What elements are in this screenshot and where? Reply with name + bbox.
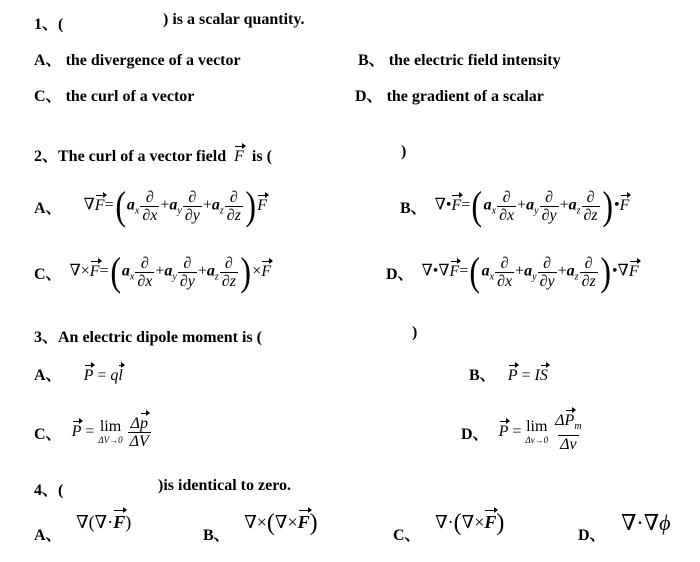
q1-stem-end: ) is a scalar quantity.: [163, 11, 305, 28]
q4-option-d-label: D、: [578, 527, 606, 544]
q3-stem-close: ): [412, 324, 418, 341]
q4-option-c-label: C、: [393, 527, 421, 544]
q4-option-a-formula: ∇(∇·F): [76, 512, 132, 532]
q1-option-d-text: the gradient of a scalar: [386, 88, 544, 105]
q1-option-b-label: B、: [358, 52, 385, 69]
q3-option-b[interactable]: [469, 362, 548, 385]
q4-stem-end: )is identical to zero.: [158, 477, 292, 494]
q3-option-b-label: B、: [469, 367, 496, 384]
q3-option-c-formula: P = lim ΔV→0 $\frac{\Delta p}{\Delta V}$: [71, 414, 149, 450]
q2-option-d-formula: $\nabla•\nabla F=(a_x$ $\frac{\partial}{\partial x}$ $+a_y$ $\frac{\partial}{\partial y}$ $+a_z$ $\frac{\partial}{\partial z}$ )•∇F: [421, 249, 639, 294]
q4-option-a[interactable]: [34, 510, 132, 544]
q2-option-b[interactable]: [400, 184, 629, 228]
q3-option-a-formula: P = ql: [83, 367, 123, 384]
q1-option-c-text: the curl of a vector: [65, 88, 195, 105]
q3-stem: 3、An electric dipole moment is (: [34, 329, 262, 346]
q2-option-c-formula: $\nabla\times F=(a_x$ $\frac{\partial}{\partial x}$ $+a_y$ $\frac{\partial}{\partial y}$ $+a_z$ $\frac{\partial}{\partial z}$ )×F: [69, 249, 272, 294]
q2-option-b-formula: $\nabla•F=(a_x$ $\frac{\partial}{\partial x}$ $+a_y$ $\frac{\partial}{\partial y}$ $+a_z$ $\frac{\partial}{\partial z}$ )•F: [434, 183, 630, 228]
q2-stem-tail: is (: [251, 148, 272, 165]
q4-option-d-formula: ∇·∇ϕ: [621, 510, 671, 535]
q1-option-b[interactable]: [358, 47, 561, 70]
q4-stem-start: 4、(: [34, 482, 64, 499]
q2-stem-close: ): [401, 143, 407, 160]
q3-option-d-label: D、: [461, 425, 489, 443]
q3-option-b-formula: P = IS: [507, 367, 548, 384]
q1-option-d[interactable]: [355, 83, 544, 106]
q1-option-b-text: the electric field intensity: [388, 52, 561, 69]
q2-option-c-label: C、: [34, 265, 62, 283]
q1-option-d-label: D、: [355, 88, 383, 105]
q3-option-c[interactable]: [34, 412, 152, 452]
q2-option-a-label: A、: [34, 199, 62, 217]
q2-option-d[interactable]: [386, 250, 639, 294]
q2-stem-field-symbol: F: [234, 148, 244, 165]
q2-option-d-label: D、: [386, 265, 414, 283]
q4-option-b-label: B、: [203, 527, 230, 544]
q4-option-c[interactable]: [393, 510, 505, 544]
q2-option-b-label: B、: [400, 199, 427, 217]
q2-option-c[interactable]: [34, 250, 271, 294]
q3-option-d-formula: P = lim Δv→0 $\frac{\Delta P_m}{\Delta v}$: [498, 411, 582, 453]
q1-stem-start: 1、(: [34, 16, 64, 33]
q1-option-a-label: A、: [34, 52, 62, 69]
q2-stem: [34, 143, 272, 166]
q3-option-d[interactable]: [461, 412, 585, 452]
q3-option-a-label: A、: [34, 367, 62, 384]
q4-option-b-formula: ∇×(∇×F): [244, 510, 318, 536]
q3-option-c-label: C、: [34, 425, 62, 443]
q1-option-c-label: C、: [34, 88, 62, 105]
q2-option-a-formula: $\nabla F=(a_x$ $\frac{\partial}{\partial x}$ $+a_y$ $\frac{\partial}{\partial y}$ $+a_z$ $\frac{\partial}{\partial z}$ )F: [83, 183, 268, 228]
q1-option-a-text: the divergence of a vector: [65, 52, 241, 69]
q1-option-c[interactable]: [34, 83, 194, 106]
q4-option-c-formula: ∇·(∇×F): [435, 510, 505, 536]
q2-stem-text: 2、The curl of a vector field: [34, 148, 227, 165]
q1-option-a[interactable]: [34, 47, 241, 70]
q4-option-d[interactable]: [578, 510, 671, 544]
q4-option-a-label: A、: [34, 527, 62, 544]
q2-option-a[interactable]: [34, 184, 267, 228]
q4-option-b[interactable]: [203, 510, 318, 544]
q3-option-a[interactable]: [34, 362, 123, 385]
